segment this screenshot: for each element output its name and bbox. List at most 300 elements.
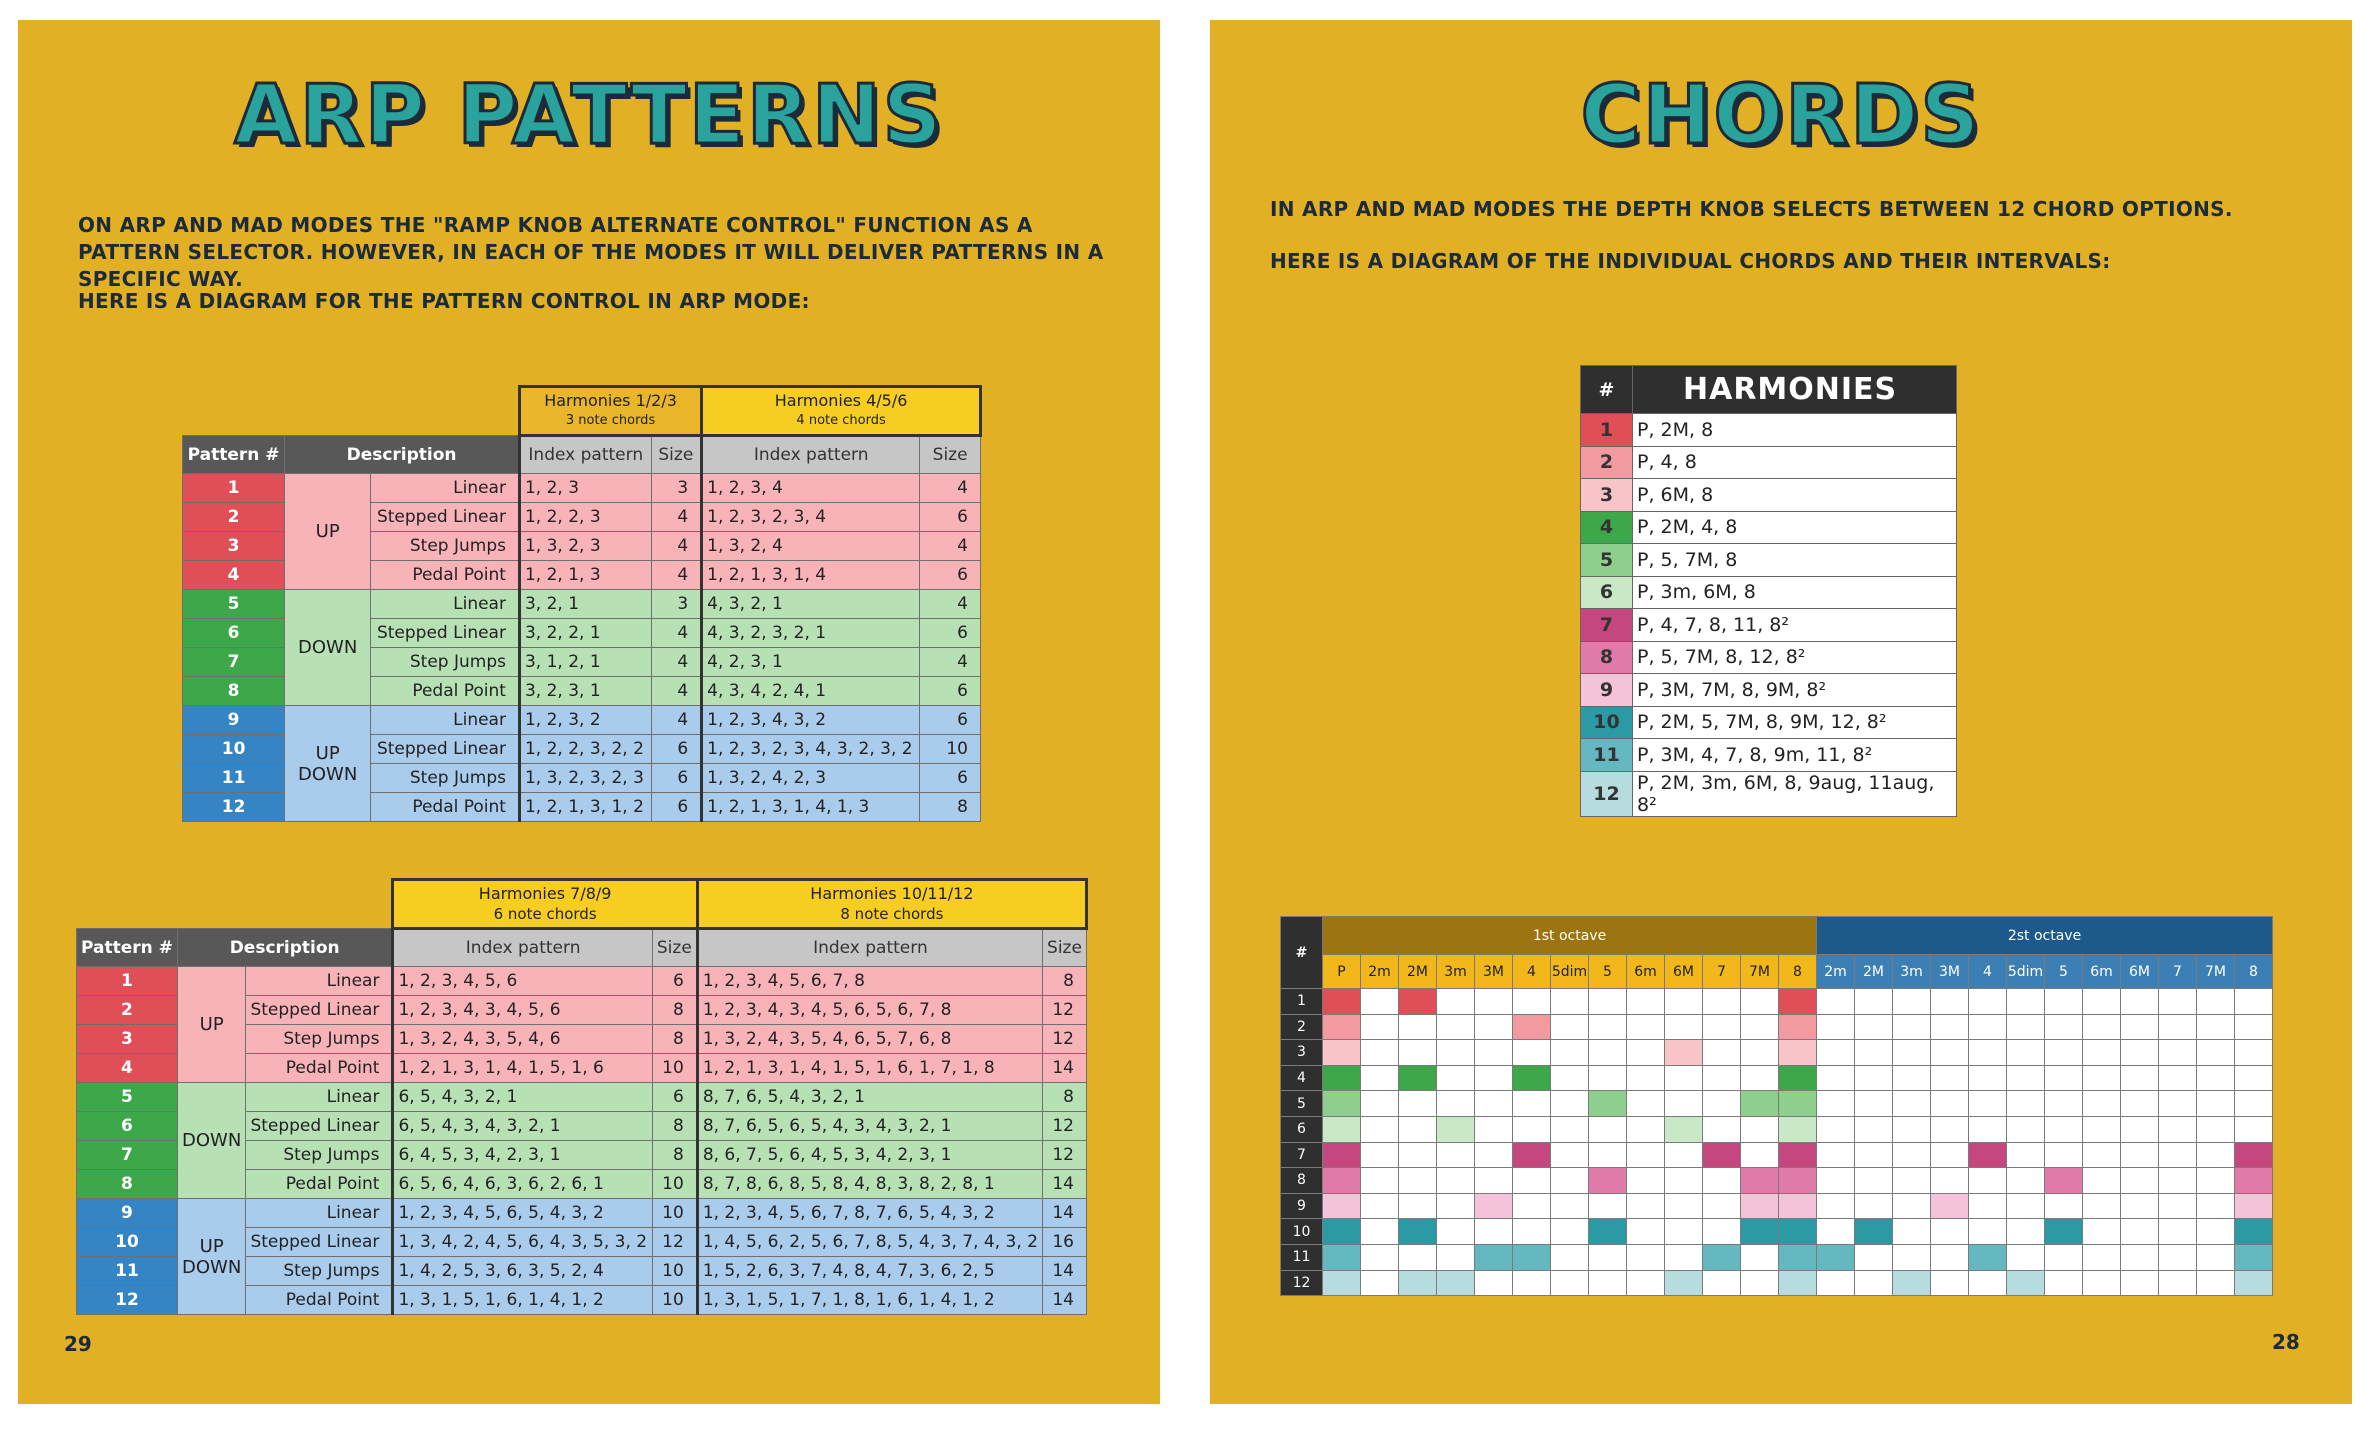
interval-cell-filled xyxy=(1741,1219,1779,1245)
interval-cell xyxy=(1361,1040,1399,1066)
interval-cell xyxy=(1551,1040,1589,1066)
interval-cell xyxy=(1893,1244,1931,1270)
interval-cell xyxy=(1703,989,1741,1015)
interval-cell-filled xyxy=(1323,989,1361,1015)
interval-cell xyxy=(2159,989,2197,1015)
harmony-number: 3 xyxy=(1581,479,1633,512)
interval-cell xyxy=(1817,1219,1855,1245)
interval-label: 6m xyxy=(1627,955,1665,989)
chart-row xyxy=(1281,1270,2273,1296)
harmony-intervals: P, 4, 8 xyxy=(1633,446,1957,479)
interval-cell xyxy=(1817,1193,1855,1219)
pattern-size: 8 xyxy=(652,1112,697,1141)
interval-cell xyxy=(1969,1270,2007,1296)
interval-cell xyxy=(1855,1168,1893,1194)
harmony-intervals: P, 5, 7M, 8 xyxy=(1633,544,1957,577)
interval-cell-filled xyxy=(1969,1244,2007,1270)
harmonies-header: Harmonies 4/5/6 4 note chords xyxy=(702,387,981,436)
index-pattern: 8, 6, 7, 5, 6, 4, 5, 3, 4, 2, 3, 1 xyxy=(697,1141,1042,1170)
interval-cell xyxy=(1703,1193,1741,1219)
interval-cell xyxy=(1969,1065,2007,1091)
pattern-size: 8 xyxy=(1042,967,1086,996)
index-pattern: 1, 2, 3, 4, 5, 6, 7, 8 xyxy=(697,967,1042,996)
chart-row-number: 1 xyxy=(1281,989,1323,1015)
interval-cell xyxy=(1931,1168,1969,1194)
pattern-number: 6 xyxy=(77,1112,178,1141)
interval-cell xyxy=(1931,1040,1969,1066)
harmony-intervals: P, 5, 7M, 8, 12, 8² xyxy=(1633,641,1957,674)
index-pattern: 1, 4, 2, 5, 3, 6, 3, 5, 2, 4 xyxy=(393,1257,652,1286)
interval-cell xyxy=(2007,1091,2045,1117)
interval-cell xyxy=(1855,1040,1893,1066)
interval-label: 7 xyxy=(2159,955,2197,989)
interval-label: 6m xyxy=(2083,955,2121,989)
index-pattern: 1, 2, 1, 3, 1, 2 xyxy=(519,793,651,822)
interval-cell xyxy=(2121,1014,2159,1040)
pattern-size: 14 xyxy=(1042,1170,1086,1199)
interval-cell xyxy=(1969,1014,2007,1040)
interval-cell xyxy=(2045,1193,2083,1219)
interval-cell xyxy=(1931,1244,1969,1270)
interval-cell xyxy=(2045,1244,2083,1270)
interval-cell xyxy=(2121,1219,2159,1245)
interval-cell xyxy=(1893,1142,1931,1168)
col-header: Pattern # xyxy=(183,436,285,474)
group-label-line: UP xyxy=(199,1235,224,1257)
harmony-row xyxy=(1581,739,1957,772)
interval-cell xyxy=(1741,1244,1779,1270)
pattern-size: 6 xyxy=(920,561,981,590)
interval-cell xyxy=(1475,1219,1513,1245)
index-pattern: 1, 2, 3, 4, 3, 2 xyxy=(702,706,920,735)
pattern-description: Pedal Point xyxy=(246,1170,393,1199)
interval-cell xyxy=(2159,1116,2197,1142)
interval-cell xyxy=(1437,1244,1475,1270)
interval-cell xyxy=(1361,1219,1399,1245)
interval-cell xyxy=(2045,1014,2083,1040)
col-header: Size xyxy=(1042,929,1086,967)
harmony-number: 7 xyxy=(1581,609,1633,642)
interval-cell-filled xyxy=(2235,1219,2273,1245)
chart-row-number: 5 xyxy=(1281,1091,1323,1117)
pattern-description: Linear xyxy=(246,967,393,996)
pattern-number: 7 xyxy=(183,648,285,677)
index-pattern: 8, 7, 6, 5, 6, 5, 4, 3, 4, 3, 2, 1 xyxy=(697,1112,1042,1141)
interval-cell xyxy=(1855,1270,1893,1296)
interval-cell xyxy=(1627,1193,1665,1219)
harmony-number: 5 xyxy=(1581,544,1633,577)
interval-cell xyxy=(1817,1065,1855,1091)
interval-cell-filled xyxy=(1779,1193,1817,1219)
pattern-size: 6 xyxy=(920,677,981,706)
interval-cell xyxy=(1513,1270,1551,1296)
index-pattern: 1, 2, 1, 3 xyxy=(519,561,651,590)
intro-text-2: HERE IS A DIAGRAM OF THE INDIVIDUAL CHORDS AND THEIR INTERVALS: xyxy=(1270,249,2111,273)
interval-cell-filled xyxy=(1589,1091,1627,1117)
interval-cell xyxy=(2045,1270,2083,1296)
interval-cell xyxy=(1437,1065,1475,1091)
interval-cell xyxy=(2235,1116,2273,1142)
interval-cell xyxy=(1855,1142,1893,1168)
pattern-number: 6 xyxy=(183,619,285,648)
interval-cell-filled xyxy=(1741,1168,1779,1194)
interval-cell xyxy=(1589,1116,1627,1142)
interval-cell-filled xyxy=(1323,1116,1361,1142)
interval-cell xyxy=(1589,1014,1627,1040)
harmony-number: 8 xyxy=(1581,641,1633,674)
interval-cell-filled xyxy=(1475,1244,1513,1270)
page-title: CHORDS xyxy=(1580,68,1982,163)
interval-cell xyxy=(1893,989,1931,1015)
interval-cell xyxy=(2121,1091,2159,1117)
interval-cell-filled xyxy=(1665,1270,1703,1296)
table-row xyxy=(183,590,981,619)
pattern-size: 6 xyxy=(920,619,981,648)
index-pattern: 3, 2, 3, 1 xyxy=(519,677,651,706)
interval-cell xyxy=(1437,1091,1475,1117)
pattern-size: 14 xyxy=(1042,1257,1086,1286)
index-pattern: 1, 3, 4, 2, 4, 5, 6, 4, 3, 5, 3, 2 xyxy=(393,1228,652,1257)
interval-cell xyxy=(1551,1168,1589,1194)
interval-cell xyxy=(1627,1270,1665,1296)
interval-cell xyxy=(1627,1040,1665,1066)
interval-cell xyxy=(1817,1040,1855,1066)
interval-cell xyxy=(1703,1014,1741,1040)
pattern-description: Stepped Linear xyxy=(246,996,393,1025)
interval-cell xyxy=(1589,1270,1627,1296)
col-header: Description xyxy=(177,929,393,967)
chart-row xyxy=(1281,1014,2273,1040)
interval-cell xyxy=(2159,1142,2197,1168)
interval-cell xyxy=(1551,1270,1589,1296)
col-header: Size xyxy=(652,929,697,967)
pattern-description: Stepped Linear xyxy=(371,735,520,764)
index-pattern: 1, 2, 1, 3, 1, 4, 1, 5, 1, 6, 1, 7, 1, 8 xyxy=(697,1054,1042,1083)
interval-label: 7M xyxy=(1741,955,1779,989)
harmony-intervals: P, 2M, 4, 8 xyxy=(1633,511,1957,544)
interval-cell-filled xyxy=(1779,1219,1817,1245)
interval-cell-filled xyxy=(1323,1142,1361,1168)
col-header: Description xyxy=(285,436,520,474)
harmony-intervals: P, 3m, 6M, 8 xyxy=(1633,576,1957,609)
index-pattern: 1, 2, 3, 4, 5, 6 xyxy=(393,967,652,996)
interval-label: 7M xyxy=(2197,955,2235,989)
pattern-size: 12 xyxy=(1042,996,1086,1025)
interval-label: 5 xyxy=(1589,955,1627,989)
interval-cell xyxy=(1399,1244,1437,1270)
chart-row-number: 9 xyxy=(1281,1193,1323,1219)
pattern-description: Linear xyxy=(246,1083,393,1112)
harmony-number: 1 xyxy=(1581,414,1633,447)
col-header: Index pattern xyxy=(519,436,651,474)
interval-cell-filled xyxy=(1893,1270,1931,1296)
interval-cell-filled xyxy=(1741,1091,1779,1117)
interval-cell-filled xyxy=(1589,1219,1627,1245)
pattern-description: Step Jumps xyxy=(246,1257,393,1286)
interval-cell xyxy=(1741,1116,1779,1142)
interval-cell xyxy=(2045,1040,2083,1066)
interval-cell xyxy=(1437,1193,1475,1219)
harmony-row xyxy=(1581,674,1957,707)
interval-chart xyxy=(1280,916,2273,1296)
interval-cell-filled xyxy=(1665,1040,1703,1066)
pattern-description: Step Jumps xyxy=(371,532,520,561)
interval-cell-filled xyxy=(1323,1040,1361,1066)
interval-cell-filled xyxy=(1323,1219,1361,1245)
chart-hash-header: # xyxy=(1281,917,1323,989)
pattern-size: 4 xyxy=(651,619,702,648)
interval-cell xyxy=(1627,1142,1665,1168)
interval-cell-filled xyxy=(1437,1270,1475,1296)
interval-cell xyxy=(1437,1040,1475,1066)
harmony-number: 6 xyxy=(1581,576,1633,609)
interval-cell xyxy=(1361,1168,1399,1194)
interval-label: 5 xyxy=(2045,955,2083,989)
interval-cell xyxy=(1399,1116,1437,1142)
index-pattern: 6, 5, 6, 4, 6, 3, 6, 2, 6, 1 xyxy=(393,1170,652,1199)
interval-cell xyxy=(1855,1014,1893,1040)
interval-cell xyxy=(1931,1116,1969,1142)
group-label-line: DOWN xyxy=(298,763,358,785)
index-pattern: 1, 2, 3, 4, 5, 6, 5, 4, 3, 2 xyxy=(393,1199,652,1228)
interval-cell xyxy=(2045,989,2083,1015)
pattern-description: Linear xyxy=(371,706,520,735)
interval-cell-filled xyxy=(1513,1244,1551,1270)
interval-cell xyxy=(1817,1270,1855,1296)
interval-cell-filled xyxy=(1779,1040,1817,1066)
pattern-description: Stepped Linear xyxy=(246,1228,393,1257)
interval-cell xyxy=(2121,1193,2159,1219)
interval-cell xyxy=(1361,1142,1399,1168)
table-row xyxy=(183,474,981,503)
interval-label: 2M xyxy=(1855,955,1893,989)
pattern-size: 10 xyxy=(652,1054,697,1083)
index-pattern: 1, 2, 2, 3, 2, 2 xyxy=(519,735,651,764)
index-pattern: 6, 5, 4, 3, 4, 3, 2, 1 xyxy=(393,1112,652,1141)
index-pattern: 8, 7, 6, 5, 4, 3, 2, 1 xyxy=(697,1083,1042,1112)
table-row xyxy=(77,1199,1087,1228)
interval-cell xyxy=(2159,1193,2197,1219)
interval-cell-filled xyxy=(2235,1193,2273,1219)
interval-cell-filled xyxy=(1665,1116,1703,1142)
harmony-intervals: P, 2M, 3m, 6M, 8, 9aug, 11aug, 8² xyxy=(1633,771,1957,816)
interval-cell xyxy=(1513,1168,1551,1194)
interval-cell-filled xyxy=(1323,1193,1361,1219)
interval-cell xyxy=(1665,1142,1703,1168)
index-pattern: 3, 2, 2, 1 xyxy=(519,619,651,648)
pattern-size: 12 xyxy=(1042,1141,1086,1170)
interval-cell xyxy=(1551,1116,1589,1142)
interval-cell xyxy=(1437,1014,1475,1040)
index-pattern: 1, 3, 2, 3, 2, 3 xyxy=(519,764,651,793)
interval-cell xyxy=(1855,1091,1893,1117)
interval-cell-filled xyxy=(1399,1065,1437,1091)
index-pattern: 1, 2, 1, 3, 1, 4 xyxy=(702,561,920,590)
octave-header-row xyxy=(1281,917,2273,955)
interval-cell xyxy=(2083,1116,2121,1142)
interval-cell xyxy=(1361,1014,1399,1040)
interval-cell xyxy=(1361,1193,1399,1219)
interval-cell xyxy=(2007,989,2045,1015)
pattern-size: 14 xyxy=(1042,1054,1086,1083)
interval-cell xyxy=(1893,1040,1931,1066)
interval-cell xyxy=(1513,1091,1551,1117)
pattern-number: 10 xyxy=(183,735,285,764)
pattern-number: 8 xyxy=(77,1170,178,1199)
interval-cell xyxy=(1475,1142,1513,1168)
index-pattern: 3, 2, 1 xyxy=(519,590,651,619)
interval-cell xyxy=(1931,1219,1969,1245)
index-pattern: 1, 4, 5, 6, 2, 5, 6, 7, 8, 5, 4, 3, 7, 4, 3, 2 xyxy=(697,1228,1042,1257)
interval-cell-filled xyxy=(1475,1193,1513,1219)
interval-cell xyxy=(2197,1116,2235,1142)
interval-label: 2M xyxy=(1399,955,1437,989)
interval-cell-filled xyxy=(2007,1270,2045,1296)
interval-cell-filled xyxy=(1741,1193,1779,1219)
interval-cell xyxy=(1513,1219,1551,1245)
interval-cell-filled xyxy=(1969,1142,2007,1168)
interval-cell-filled xyxy=(1703,1142,1741,1168)
interval-cell xyxy=(1437,1168,1475,1194)
interval-cell xyxy=(2197,1014,2235,1040)
interval-cell xyxy=(1589,1040,1627,1066)
interval-cell xyxy=(2159,1014,2197,1040)
interval-cell xyxy=(2235,1040,2273,1066)
pattern-description: Step Jumps xyxy=(371,764,520,793)
pattern-size: 6 xyxy=(652,967,697,996)
pattern-description: Step Jumps xyxy=(246,1141,393,1170)
index-pattern: 1, 2, 3 xyxy=(519,474,651,503)
chart-row-number: 6 xyxy=(1281,1116,1323,1142)
harmonies-hash-header: # xyxy=(1581,366,1633,414)
harmony-row xyxy=(1581,414,1957,447)
interval-cell xyxy=(2159,1270,2197,1296)
pattern-number: 9 xyxy=(183,706,285,735)
pattern-description: Stepped Linear xyxy=(371,503,520,532)
interval-cell-filled xyxy=(2235,1142,2273,1168)
harmony-row xyxy=(1581,609,1957,642)
interval-cell-filled xyxy=(1779,1116,1817,1142)
interval-cell xyxy=(1893,1014,1931,1040)
interval-cell xyxy=(2197,1244,2235,1270)
interval-cell xyxy=(1703,1168,1741,1194)
page-number: 28 xyxy=(2272,1330,2300,1354)
interval-cell xyxy=(2083,1168,2121,1194)
interval-cell-filled xyxy=(1817,1244,1855,1270)
index-pattern: 1, 2, 3, 4, 5, 6, 7, 8, 7, 6, 5, 4, 3, 2 xyxy=(697,1199,1042,1228)
index-pattern: 1, 2, 1, 3, 1, 4, 1, 5, 1, 6 xyxy=(393,1054,652,1083)
interval-cell xyxy=(1665,1219,1703,1245)
interval-cell xyxy=(2197,1040,2235,1066)
harmony-intervals: P, 3M, 4, 7, 8, 9m, 11, 8² xyxy=(1633,739,1957,772)
harmony-row xyxy=(1581,771,1957,816)
interval-cell xyxy=(2083,1014,2121,1040)
interval-cell-filled xyxy=(1323,1168,1361,1194)
page-title: ARP PATTERNS xyxy=(234,68,944,163)
index-pattern: 1, 3, 1, 5, 1, 7, 1, 8, 1, 6, 1, 4, 1, 2 xyxy=(697,1286,1042,1315)
col-header: Index pattern xyxy=(702,436,920,474)
interval-cell-filled xyxy=(1323,1014,1361,1040)
interval-cell xyxy=(1703,1091,1741,1117)
interval-cell xyxy=(1513,1193,1551,1219)
chart-row xyxy=(1281,989,2273,1015)
chart-row-number: 7 xyxy=(1281,1142,1323,1168)
interval-label: 8 xyxy=(2235,955,2273,989)
interval-cell-filled xyxy=(1703,1244,1741,1270)
interval-cell xyxy=(1589,1193,1627,1219)
interval-cell xyxy=(1817,989,1855,1015)
pattern-number: 3 xyxy=(183,532,285,561)
index-pattern: 1, 3, 2, 4, 3, 5, 4, 6 xyxy=(393,1025,652,1054)
interval-cell xyxy=(1475,1091,1513,1117)
pattern-size: 14 xyxy=(1042,1199,1086,1228)
harmonies-header: Harmonies 10/11/12 8 note chords xyxy=(697,880,1086,929)
interval-label: 6M xyxy=(1665,955,1703,989)
interval-cell-filled xyxy=(1779,1244,1817,1270)
interval-label: 3m xyxy=(1893,955,1931,989)
pattern-size: 10 xyxy=(920,735,981,764)
group-label: UP xyxy=(177,967,246,1083)
interval-cell xyxy=(2045,1091,2083,1117)
interval-cell xyxy=(2121,1116,2159,1142)
interval-label: 6M xyxy=(2121,955,2159,989)
pattern-size: 12 xyxy=(1042,1025,1086,1054)
interval-cell xyxy=(1475,1116,1513,1142)
interval-cell-filled xyxy=(1513,1014,1551,1040)
interval-cell xyxy=(2121,1142,2159,1168)
interval-cell xyxy=(2121,1244,2159,1270)
interval-cell xyxy=(1399,1168,1437,1194)
interval-cell xyxy=(2083,1091,2121,1117)
interval-cell xyxy=(1551,1142,1589,1168)
interval-cell-filled xyxy=(1323,1244,1361,1270)
interval-cell-filled xyxy=(1399,989,1437,1015)
index-pattern: 3, 1, 2, 1 xyxy=(519,648,651,677)
interval-cell xyxy=(1475,1014,1513,1040)
interval-cell xyxy=(1475,1168,1513,1194)
interval-cell xyxy=(1969,1168,2007,1194)
interval-cell xyxy=(1741,1014,1779,1040)
pattern-number: 2 xyxy=(77,996,178,1025)
harmony-row xyxy=(1581,479,1957,512)
interval-cell xyxy=(1817,1014,1855,1040)
pattern-size: 4 xyxy=(920,532,981,561)
interval-cell-filled xyxy=(1779,989,1817,1015)
interval-cell xyxy=(2083,989,2121,1015)
pattern-number: 1 xyxy=(77,967,178,996)
interval-cell xyxy=(1893,1116,1931,1142)
interval-cell-filled xyxy=(1779,1091,1817,1117)
interval-cell-filled xyxy=(1323,1091,1361,1117)
pattern-number: 12 xyxy=(77,1286,178,1315)
interval-cell xyxy=(1399,1193,1437,1219)
interval-cell xyxy=(1627,1168,1665,1194)
interval-cell xyxy=(2121,989,2159,1015)
interval-cell xyxy=(1589,1244,1627,1270)
pattern-size: 3 xyxy=(651,474,702,503)
interval-cell xyxy=(2007,1244,2045,1270)
interval-cell xyxy=(1627,1244,1665,1270)
harmony-number: 10 xyxy=(1581,706,1633,739)
table-row xyxy=(77,1083,1087,1112)
interval-cell-filled xyxy=(1589,1168,1627,1194)
interval-cell xyxy=(2007,1193,2045,1219)
interval-cell xyxy=(1399,1040,1437,1066)
interval-cell xyxy=(1741,1270,1779,1296)
interval-label: 5dim xyxy=(1551,955,1589,989)
interval-cell xyxy=(2083,1270,2121,1296)
index-pattern: 1, 3, 2, 4 xyxy=(702,532,920,561)
